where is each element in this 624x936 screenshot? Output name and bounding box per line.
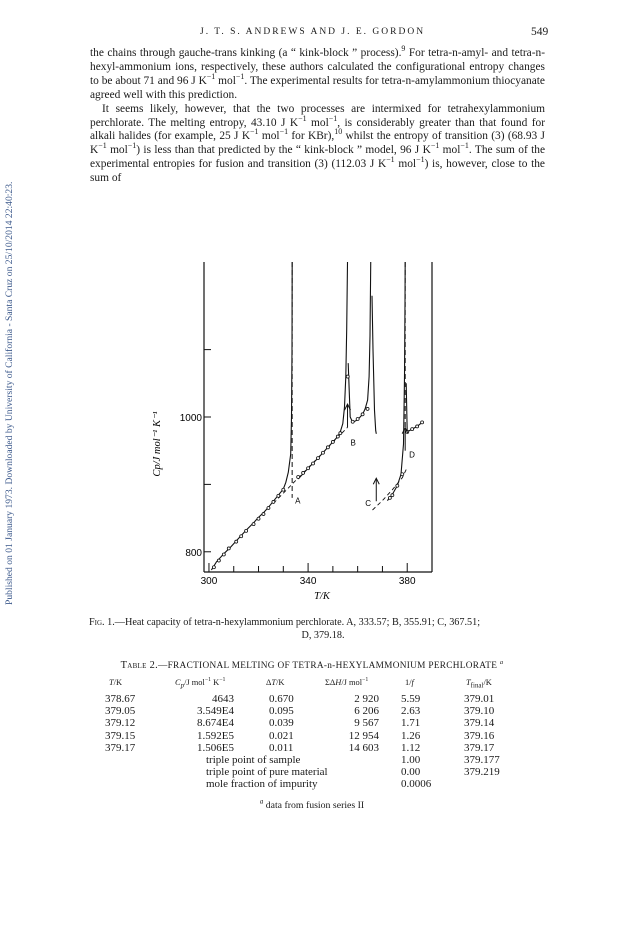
table-title [0,660,624,671]
data-point [351,420,354,423]
y-tick-label: 1000 [179,413,202,424]
transition-label: D [409,450,415,460]
note-tfinal: 379.219 [464,766,500,779]
data-point [401,473,404,476]
data-point [212,566,215,569]
data-point [217,559,220,562]
transition-label: C [365,498,372,508]
data-point [227,547,230,550]
col-header-cp: $C_p/J$ mol$^{-1}$ $K^{-1}$ [175,677,226,690]
col-header-sum-dh: ΣΔH/J mol$^{-1}$ [325,677,369,687]
series-line-6 [406,383,422,432]
table-cell: 379.12 [105,717,136,730]
data-point [321,451,324,454]
data-point [331,440,334,443]
footnote-text: data from fusion series II [265,800,365,811]
notes-tfinal [464,754,500,778]
data-point [388,496,391,499]
table-cell: 379.01 [464,693,495,705]
paragraph-2: It seems likely, however, that the two processes are intermixed for tetrahexylammonium perchlorate. The melting entropy, 43.10 J $K^{-1}$ mol$^{-1}$, is considerably greater than that found for alkali halides (for example, 25 J $K^{-1}$ mol$^{-1}$ for KBr),$^{10}$ whilst the entropy of transition (3) (68.93 J $K^{-1}$ mol$^{-1}$) is less than that predicted by the “ kink-block ” model, 96 J $K^{-1}$ mol$^{-1}$. The sum of the experimental entropies for fusion and transition (3) (112.03 J $K^{-1}$ mol$^{-1}$) is, however, close to the sum of [90,102,546,185]
running-header [0,27,624,43]
note-value: 1.00 [401,754,421,766]
data-point [302,471,305,474]
note-label: triple point of pure material [206,766,328,779]
table-cell: 3.549E4 [197,705,234,718]
col-header-dt: ΔT/K [266,678,285,687]
x-tick-label: 340 [299,576,317,587]
data-point [272,500,275,503]
data-point [356,418,359,421]
heat-capacity-chart [140,262,480,612]
data-point [421,421,424,424]
notes-values [401,754,431,791]
table-cell: 0.095 [269,705,294,718]
table-cell: 379.16 [464,729,495,742]
data-point [391,494,394,497]
note-value: 0.0006 [401,778,432,791]
running-title: J. T. S. ANDREWS AND J. E. GORDON [200,27,426,37]
y-tick-label: 800 [185,547,202,559]
table-cell: 2.63 [401,705,421,718]
download-notice-link[interactable]: Published on 01 January 1973. Downloaded by University of California - Santa Cruz on 25/10/2014 22:40:23. [4,181,15,605]
note-label: triple point of sample [206,754,301,766]
table-cell: 0.670 [269,693,294,705]
data-point [312,462,315,465]
data-point [235,540,238,543]
col-header-t: T/K [109,678,123,687]
data-point [267,506,270,509]
table-cell: 14 603 [348,741,379,754]
table-cell: 6 206 [354,705,379,718]
data-point [222,553,225,556]
footnote-mark: a [259,798,264,806]
table-cell: 2 920 [354,693,379,705]
page-number: 549 [531,26,549,38]
note-tfinal: 379.177 [464,754,500,766]
table-cell: 1.592E5 [197,729,234,742]
table-cell: 379.10 [464,705,495,718]
table-col-tfinal [464,693,494,754]
data-point [252,523,255,526]
body-text [90,44,546,186]
paragraph-1: the chains through gauche-trans kinking (a “ kink-block ” process).$^9$ For tetra-n-amyl- and tetra-n-hexyl-ammonium ions, respectively, these authors calculated the configurational entropy changes to be about 71 and 96 J $K^{-1}$ mol$^{-1}$. The experimental results for tetra-n-amylammonium thiocyanate agreed well with this prediction. [90,44,545,101]
data-point [240,535,243,538]
table-col-dt [269,693,294,754]
table-title-text: —FRACTIONAL MELTING OF TETRA-n-HEXYLAMMONIUM PERCHLORATE [157,661,498,671]
table-col-sum-dh [323,693,379,754]
series-line-5 [387,262,405,501]
download-watermark [4,105,18,605]
table-cell: 0.039 [269,717,294,730]
chart-annotations [295,404,415,508]
transition-label: A [295,496,301,506]
series-line-4 [372,296,376,434]
chart-series [211,262,422,570]
note-label: mole fraction of impurity [206,778,318,791]
series-line-3 [348,262,371,422]
table-cell: 8.674E4 [197,717,234,730]
data-point [282,488,285,491]
table-cell: 379.05 [105,705,136,718]
x-axis-label: T/K [314,591,330,602]
y-axis-label: Cp/J mol⁻¹ K⁻¹ [152,411,163,477]
table-cell: 379.15 [105,729,136,742]
note-value: 0.00 [401,766,421,779]
caption-text: —Heat capacity of tetra-n-hexylammonium perchlorate. A, 333.57; B, 355.91; C, 367.51; [114,617,481,628]
data-point [336,435,339,438]
table-cell: 9 567 [354,717,379,730]
table-cell: 379.17 [105,741,136,754]
figure-caption [89,617,557,642]
transition-label: B [350,438,356,448]
data-point [297,475,300,478]
data-point [326,446,329,449]
table-cell: 5.59 [401,693,421,705]
col-header-inv-f: 1/f [405,678,414,687]
data-point [346,375,349,378]
data-point [317,457,320,460]
caption-label: Fig. 1. [89,617,115,628]
table-cell: 0.011 [269,741,294,754]
data-point [396,484,399,487]
data-point [411,428,414,431]
series-line-2 [298,262,347,479]
col-header-tfinal: $T_{final}/K$ [466,678,492,690]
data-point [262,513,265,516]
table-cell: 1.71 [401,717,421,730]
table-cell: 379.14 [464,717,495,730]
table-cell: 4643 [212,693,234,705]
data-point [339,432,342,435]
chart-frame [204,262,432,572]
data-point [257,517,260,520]
x-tick-label: 300 [200,576,218,587]
table-col-inv-f [401,693,420,754]
data-point [416,425,419,428]
table-footnote [0,800,624,811]
chart-ticks [152,350,416,602]
table-note-mark: a [499,658,504,666]
data-point [307,467,310,470]
caption-line-2: D, 379.18. [301,629,345,641]
table-cell: 378.67 [105,693,136,705]
table-number: Table 2. [120,660,158,671]
table-col-t [105,693,135,754]
x-tick-label: 380 [398,576,416,587]
table-cell: 1.12 [401,741,421,754]
table-cell: 12 954 [348,729,379,742]
table-notes [206,754,328,791]
table-cell: 1.506E5 [197,741,234,754]
table-cell: 379.17 [464,741,495,754]
table-col-cp [170,693,234,754]
table-cell: 0.021 [269,729,294,742]
data-point [361,413,364,416]
chart-points [212,375,423,569]
data-point [245,529,248,532]
data-point [366,407,369,410]
data-point [277,494,280,497]
table-cell: 1.26 [401,729,421,742]
